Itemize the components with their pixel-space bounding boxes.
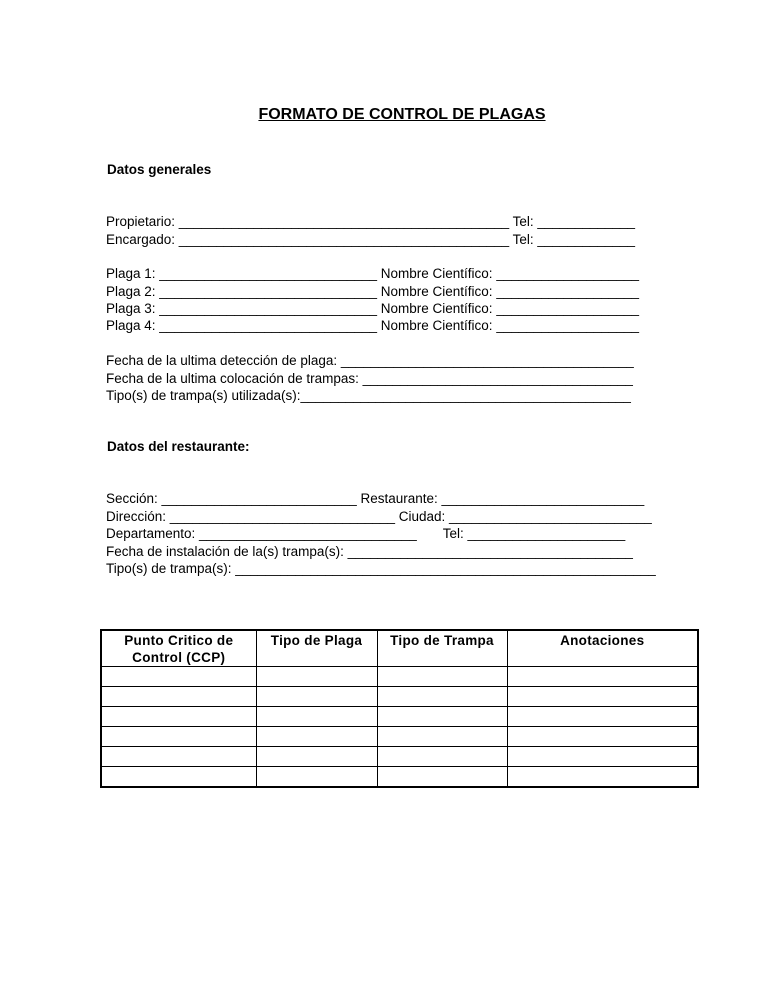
table-row bbox=[101, 747, 698, 767]
table-cell[interactable] bbox=[377, 667, 507, 687]
field-tipo-trampa-utilizada: Tipo(s) de trampa(s) utilizada(s):____________________________________________ bbox=[106, 388, 631, 403]
field-plaga-3: Plaga 3: _____________________________ Nombre Científico: ___________________ bbox=[106, 301, 639, 316]
table-cell[interactable] bbox=[377, 727, 507, 747]
field-propietario: Propietario: ____________________________________________ Tel: _____________ bbox=[106, 214, 636, 229]
field-tipo-trampas: Tipo(s) de trampa(s): ________________________________________________________ bbox=[106, 561, 656, 576]
table-cell[interactable] bbox=[256, 707, 377, 727]
table-cell[interactable] bbox=[507, 727, 698, 747]
table-row bbox=[101, 727, 698, 747]
field-plaga-1: Plaga 1: _____________________________ Nombre Científico: ___________________ bbox=[106, 266, 639, 281]
header-punto-critico: Punto Critico de Control (CCP) bbox=[101, 630, 256, 667]
table-cell[interactable] bbox=[377, 707, 507, 727]
table-cell[interactable] bbox=[377, 747, 507, 767]
field-plaga-2: Plaga 2: _____________________________ Nombre Científico: ___________________ bbox=[106, 284, 639, 299]
field-direccion: Dirección: ______________________________ Ciudad: ___________________________ bbox=[106, 509, 652, 524]
table-header-row bbox=[101, 630, 698, 667]
table-cell[interactable] bbox=[101, 687, 256, 707]
header-anotaciones: Anotaciones bbox=[507, 630, 698, 667]
table-cell[interactable] bbox=[507, 747, 698, 767]
table-cell[interactable] bbox=[507, 707, 698, 727]
table-cell[interactable] bbox=[256, 687, 377, 707]
table-cell[interactable] bbox=[377, 687, 507, 707]
table-cell[interactable] bbox=[101, 747, 256, 767]
table-cell[interactable] bbox=[256, 767, 377, 788]
field-fecha-deteccion: Fecha de la ultima detección de plaga: _______________________________________ bbox=[106, 353, 634, 368]
table-cell[interactable] bbox=[256, 727, 377, 747]
table-row bbox=[101, 667, 698, 687]
table-cell[interactable] bbox=[507, 767, 698, 788]
field-plaga-4: Plaga 4: _____________________________ Nombre Científico: ___________________ bbox=[106, 318, 639, 333]
table-cell[interactable] bbox=[507, 687, 698, 707]
header-tipo-plaga: Tipo de Plaga bbox=[256, 630, 377, 667]
table-cell[interactable] bbox=[101, 667, 256, 687]
field-encargado: Encargado: ____________________________________________ Tel: _____________ bbox=[106, 232, 636, 247]
table-row bbox=[101, 767, 698, 788]
header-tipo-trampa: Tipo de Trampa bbox=[377, 630, 507, 667]
field-departamento: Departamento: _____________________________ Tel: _____________________ bbox=[106, 526, 626, 541]
table-cell[interactable] bbox=[101, 727, 256, 747]
table-cell[interactable] bbox=[256, 747, 377, 767]
table-body bbox=[101, 667, 698, 788]
field-fecha-instalacion: Fecha de instalación de la(s) trampa(s): ______________________________________ bbox=[106, 544, 633, 559]
section-heading-datos-generales: Datos generales bbox=[107, 162, 212, 177]
ccp-table bbox=[100, 629, 699, 788]
field-fecha-colocacion: Fecha de la ultima colocación de trampas: ____________________________________ bbox=[106, 371, 633, 386]
section-heading-datos-restaurante: Datos del restaurante: bbox=[107, 439, 250, 454]
table-cell[interactable] bbox=[507, 667, 698, 687]
table-cell[interactable] bbox=[256, 667, 377, 687]
table-cell[interactable] bbox=[101, 707, 256, 727]
table-row bbox=[101, 687, 698, 707]
document-title: FORMATO DE CONTROL DE PLAGAS bbox=[258, 106, 546, 123]
table-row bbox=[101, 707, 698, 727]
table-cell[interactable] bbox=[101, 767, 256, 788]
table-cell[interactable] bbox=[377, 767, 507, 788]
field-seccion: Sección: __________________________ Restaurante: ___________________________ bbox=[106, 491, 645, 506]
